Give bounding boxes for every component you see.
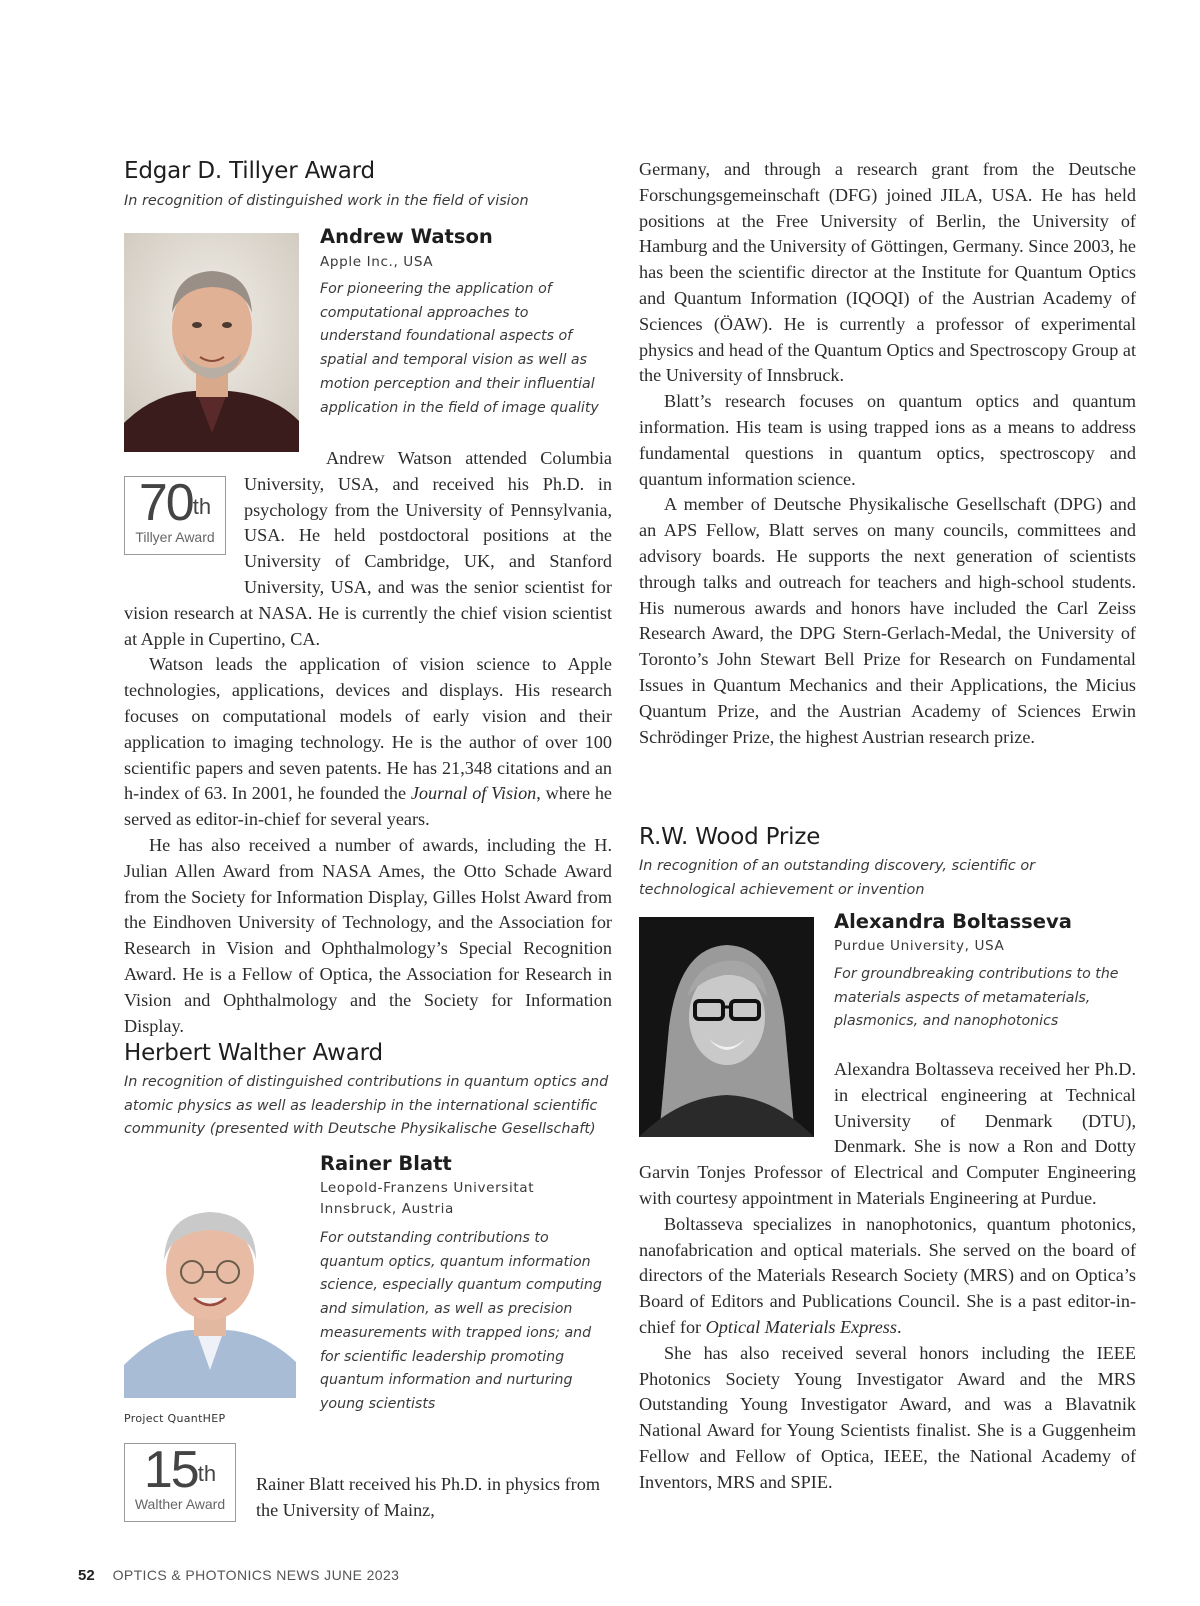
watson-bio-p3: He has also received a number of awards, including the H. Julian Allen Award from NASA Ames, the Otto Schade Award from the Society for Information Display, Gilles Holst Award from the Eindhoven University of Technology, and the Association for Research in Vision and Ophthalmology’s Special Recognition Award. He is a Fellow of Optica, the Association for Research in Vision and Ophthalmology and the Society for Information Display. <box>124 834 612 1036</box>
boltasseva-bio-p1: Alexandra Boltasseva received her Ph.D. in electrical engineering at Technical University of Denmark (DTU), Denmark. She is now a Ron and Dotty Garvin Tonjes Professor of Electrical and Computer Engineering with courtesy appointment in Materials Engineering at Purdue. <box>639 1059 1136 1208</box>
tillyer-award-title: Edgar D. Tillyer Award <box>124 158 375 184</box>
publication-name: OPTICS & PHOTONICS NEWS JUNE 2023 <box>112 1567 400 1583</box>
blatt-bio-p2: Blatt’s research focuses on quantum optics and quantum information. His team is using trapped ions as a means to address fundamental questions in quantum optics, spectroscopy and quantum information science. <box>639 391 1136 489</box>
boltasseva-bio-p3: She has also received several honors including the IEEE Photonics Society Young Investigator Award and the MRS Outstanding Young Investigator Award, and was a Blavatnik National Award for Young Scientists finalist. She is a Guggenheim Fellow and Fellow of Optica, IEEE, the National Academy of Inventors, MRS and SPIE. <box>639 1342 1136 1492</box>
wood-prize-title: R.W. Wood Prize <box>639 824 821 850</box>
blatt-citation: For outstanding contributions to quantum optics, quantum information science, especially quantum computing and simulation, as well as precision measurements with trapped ions; and for scientific leadership promoting quantum information and nurturing young scientists <box>320 1230 602 1412</box>
watson-bio-p1: Andrew Watson attended Columbia University, USA, and received his Ph.D. in psychology from the University of Pennsylvania, USA. He held postdoctoral positions at the University of Cambridge, UK, and Stanford University, USA, and was the senior scientist for vision research at NASA. He is currently the chief vision scientist at Apple in Cupertino, CA. <box>124 448 612 649</box>
blatt-bio-p3: A member of Deutsche Physikalische Gesellschaft (DPG) and an APS Fellow, Blatt serves on many councils, committees and advisory boards. He supports the next generation of scientists through talks and outreach for teachers and high-school students. His numerous awards and honors have included the Carl Zeiss Research Award, the DPG Stern-Gerlach-Medal, the University of Toronto’s John Stewart Bell Prize for Research on Fundamental Issues in Quantum Mechanics and their Applications, the Micius Quantum Prize, and the Austrian Academy of Sciences Erwin Schrödinger Prize, the highest Austrian research prize. <box>639 494 1136 747</box>
boltasseva-citation: For groundbreaking contributions to the materials aspects of metamaterials, plasmonics, and nanophotonics <box>834 966 1119 1030</box>
page-number: 52 <box>78 1567 95 1584</box>
blatt-bio-continued <box>639 157 1136 750</box>
andrew-watson-photo <box>124 233 299 452</box>
walther-award-title: Herbert Walther Award <box>124 1040 383 1066</box>
walther-award-subtitle: In recognition of distinguished contributions in quantum optics and atomic physics as well as leadership in the international scientific community (presented with Deutsche Physikalische Gesellschaft) <box>124 1074 609 1137</box>
watson-name: Andrew Watson <box>320 225 493 248</box>
walther-15th-badge: 15th Walther Award <box>124 1443 236 1522</box>
blatt-photo-credit: Project QuantHEP <box>124 1412 226 1425</box>
boltasseva-bio <box>639 1057 1136 1496</box>
wood-prize-subtitle: In recognition of an outstanding discovery, scientific or technological achievement or invention <box>639 858 1036 898</box>
blatt-name: Rainer Blatt <box>320 1152 452 1175</box>
blatt-bio-p1-start: Rainer Blatt received his Ph.D. in physics from the University of Mainz, <box>256 1474 600 1520</box>
blatt-bio-p1-cont: Germany, and through a research grant from the Deutsche Forschungsgemeinschaft (DFG) joined JILA, USA. He has held positions at the Free University of Berlin, the University of Hamburg and the University of Göttingen, Germany. Since 2003, he has been the scientific director at the Institute for Quantum Optics and Quantum Information (IQOQI) of the Austrian Academy of Sciences (ÖAW). He is currently a professor of experimental physics and head of the Quantum Optics and Spectroscopy Group at the University of Innsbruck. <box>639 159 1137 386</box>
boltasseva-bio-p2: Boltasseva specializes in nanophotonics, quantum photonics, nanofabrication and optical materials. She served on the board of directors of the Materials Research Society (MRS) and on Optica’s Board of Editors and Publications Council. She is a past editor-in-chief for Optical Materials Express. <box>639 1213 1136 1337</box>
tillyer-70th-badge: 70th Tillyer Award <box>124 476 226 555</box>
blatt-affiliation-line1: Leopold-Franzens Universitat <box>320 1180 535 1196</box>
watson-affiliation: Apple Inc., USA <box>320 254 434 270</box>
boltasseva-name: Alexandra Boltasseva <box>834 910 1072 933</box>
watson-bio-p2: Watson leads the application of vision science to Apple technologies, applications, devices and displays. His research focuses on computational models of early vision and their application to imaging technology. He is the author of over 100 scientific papers and seven patents. He has 21,348 citations and an h-index of 63. In 2001, he founded the Journal of Vision, where he served as editor-in-chief for several years. <box>124 654 612 830</box>
rainer-blatt-photo <box>124 1190 296 1398</box>
page-footer <box>78 1567 399 1584</box>
tillyer-award-subtitle: In recognition of distinguished work in the field of vision <box>124 193 529 209</box>
watson-citation: For pioneering the application of computational approaches to understand foundational aspects of spatial and temporal vision as well as motion perception and their influential application in the field of image quality <box>320 281 599 416</box>
boltasseva-affiliation: Purdue University, USA <box>834 938 1005 954</box>
blatt-affiliation-line2: Innsbruck, Austria <box>320 1201 454 1217</box>
